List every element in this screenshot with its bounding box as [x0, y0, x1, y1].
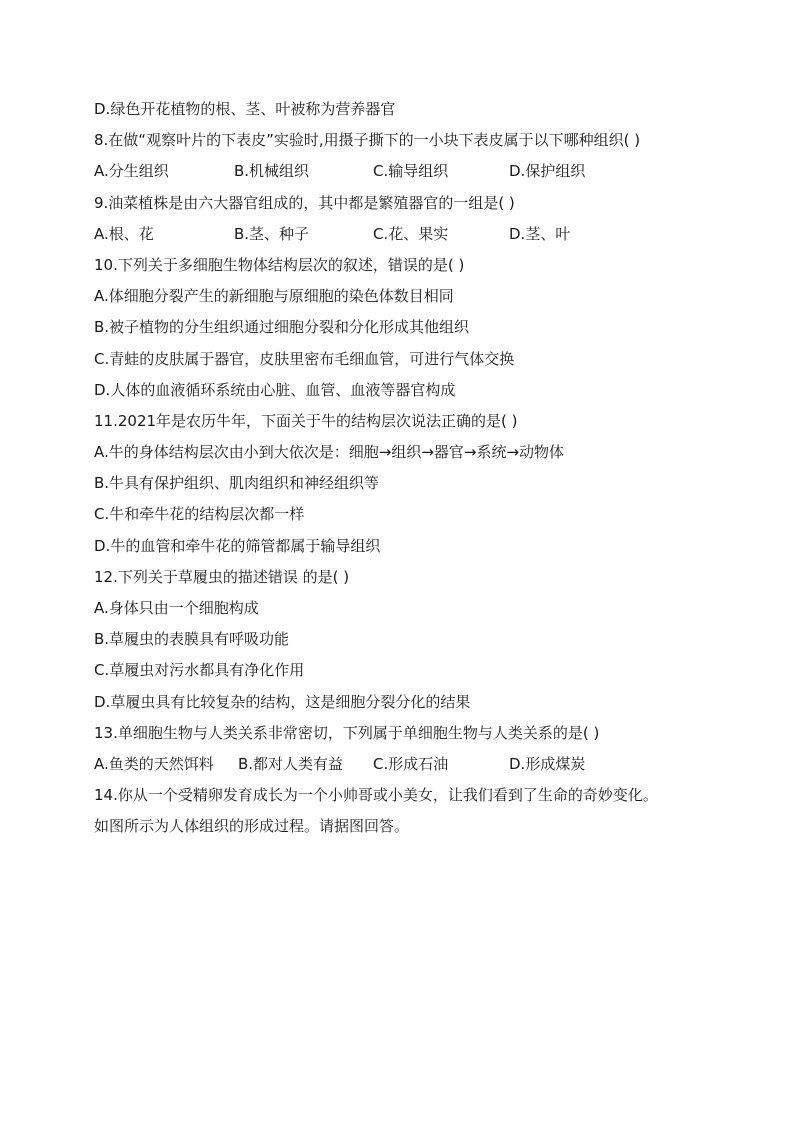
- option-c: C.花、果实: [373, 224, 449, 243]
- option-a: A.牛的身体结构层次由小到大依次是：细胞→组织→器官→系统→动物体: [94, 443, 565, 462]
- option-d: D.牛的血管和牵牛花的筛管都属于输导组织: [94, 536, 381, 555]
- option-d: D.保护组织: [509, 162, 586, 181]
- question-13-options: [94, 749, 714, 780]
- option-c: C.草履虫对污水都具有净化作用: [94, 661, 305, 680]
- option-d: D.茎、叶: [509, 224, 571, 243]
- question-9-options: [94, 219, 714, 250]
- option-a: A.根、花: [94, 224, 154, 243]
- question-8: 8.在做“观察叶片的下表皮”实验时,用摄子撕下的一小块下表皮属于以下哪种组织( ): [94, 131, 641, 150]
- option-a: A.鱼类的天然饵料: [94, 754, 214, 773]
- option-c: C.牛和牵牛花的结构层次都一样: [94, 505, 305, 524]
- option-c: C.形成石油: [373, 754, 449, 773]
- option-b: B.机械组织: [234, 162, 310, 181]
- option-b: B.都对人类有益: [238, 754, 344, 773]
- option-c: C.青蛙的皮肤属于器官，皮肤里密布毛细血管，可进行气体交换: [94, 349, 515, 368]
- option-b: B.茎、种子: [234, 224, 310, 243]
- option-c: C.输导组织: [373, 162, 449, 181]
- option-a: A.身体只由一个细胞构成: [94, 599, 259, 617]
- option-a: A.体细胞分裂产生的新细胞与原细胞的染色体数目相同: [94, 287, 454, 306]
- question-14-continued: 如图所示为人体组织的形成过程。请据图回答。: [94, 817, 410, 836]
- option-d: D.人体的血液循环系统由心脏、血管、血液等器官构成: [94, 380, 456, 399]
- option-b: B.草履虫的表膜具有呼吸功能: [94, 630, 290, 649]
- question-14: 14.你从一个受精卵发育成长为一个小帅哥或小美女，让我们看到了生命的奇妙变化。: [94, 786, 658, 805]
- option-b: B.被子植物的分生组织通过细胞分裂和分化形成其他组织: [94, 318, 470, 337]
- question-list: [94, 94, 714, 843]
- question-11: 11.2021年是农历牛年，下面关于牛的结构层次说法正确的是( ): [94, 411, 518, 430]
- option-a: A.分生组织: [94, 162, 169, 181]
- option-d: D.形成煤炭: [509, 754, 586, 773]
- question-13: 13.单细胞生物与人类关系非常密切，下列属于单细胞生物与人类关系的是( ): [94, 723, 600, 742]
- question-10: 10.下列关于多细胞生物体结构层次的叙述，错误的是( ): [94, 255, 465, 274]
- option-line: D.绿色开花植物的根、茎、叶被称为营养器官: [94, 100, 396, 118]
- option-b: B.牛具有保护组织、肌肉组织和神经组织等: [94, 474, 380, 493]
- option-d: D.草履虫具有比较复杂的结构，这是细胞分裂分化的结果: [94, 692, 471, 711]
- question-9: 9.油菜植株是由六大器官组成的，其中都是繁殖器官的一组是( ): [94, 193, 515, 212]
- question-8-options: [94, 156, 714, 187]
- question-12: 12.下列关于草履虫的描述错误 的是( ): [94, 567, 350, 586]
